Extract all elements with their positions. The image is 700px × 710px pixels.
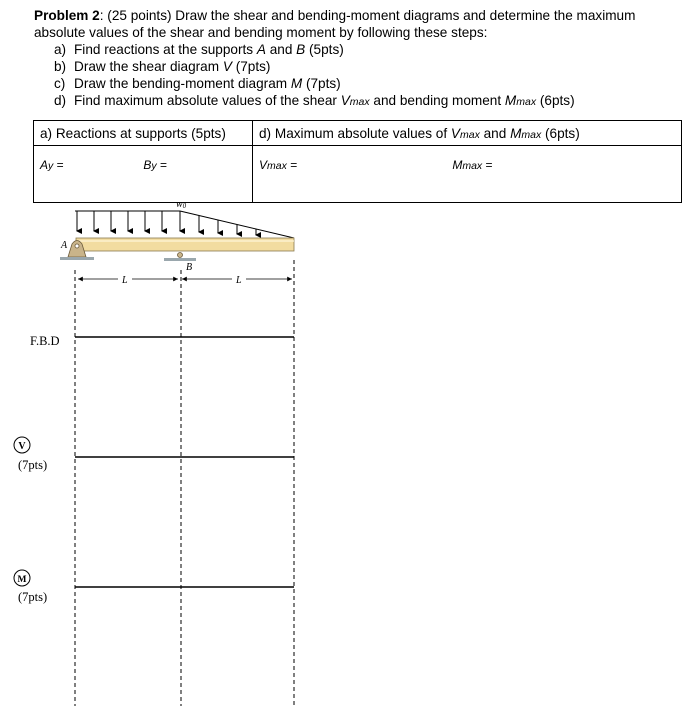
step-d-letter: d) bbox=[54, 93, 67, 108]
ay-label: A bbox=[40, 158, 49, 172]
step-c-italic-m: M bbox=[290, 76, 303, 91]
problem-label: Problem 2 bbox=[34, 8, 100, 23]
reactions-heading: a) Reactions at supports (5pts) bbox=[40, 125, 226, 141]
step-c-text: Draw the bending-moment diagram bbox=[74, 76, 291, 91]
moment-points: (7pts) bbox=[18, 590, 48, 604]
span-right-label: L bbox=[236, 275, 242, 286]
step-b-letter: b) bbox=[54, 59, 67, 74]
load-label-sub: 0 bbox=[182, 202, 187, 210]
by-eq: = bbox=[156, 158, 167, 172]
pin-hole bbox=[75, 244, 79, 248]
max-heading-and: and bbox=[479, 125, 511, 141]
step-a-italic-b: B bbox=[296, 42, 306, 57]
ay-sub: y bbox=[48, 160, 54, 172]
problem-intro: : (25 points) Draw the shear and bending-moment diagrams and determine the maximum absolute values of the shear and bending moment by following these steps: bbox=[34, 8, 636, 40]
mmax-label: M bbox=[452, 158, 463, 172]
step-c-letter: c) bbox=[54, 76, 66, 91]
by-sub: y bbox=[151, 160, 157, 172]
roller-support-b bbox=[164, 253, 196, 274]
step-a-italic-a: A bbox=[256, 42, 266, 57]
step-c-points: (7pts) bbox=[302, 76, 341, 91]
step-b-points: (7pts) bbox=[231, 59, 271, 74]
load-label bbox=[176, 199, 187, 210]
distributed-load bbox=[75, 199, 294, 238]
support-b-label: B bbox=[186, 262, 193, 273]
step-d-sub-vmax: max bbox=[349, 96, 370, 108]
load-label-w: w bbox=[176, 199, 183, 210]
moment-label bbox=[14, 570, 47, 604]
shear-points: (7pts) bbox=[18, 458, 48, 472]
step-b-italic-v: V bbox=[222, 59, 232, 74]
vmax-eq: = bbox=[286, 158, 298, 172]
step-d-italic-v: V bbox=[340, 93, 350, 108]
vmax-sub: max bbox=[267, 160, 287, 172]
support-a-label: A bbox=[61, 240, 68, 251]
mmax-eq: = bbox=[482, 158, 493, 172]
step-a-points: (5pts) bbox=[305, 42, 344, 57]
fbd-label: F.B.D bbox=[30, 334, 60, 348]
max-heading-points: (6pts) bbox=[541, 125, 580, 141]
step-d-mid: and bending moment bbox=[369, 93, 505, 108]
max-values-heading-pre: d) Maximum absolute values of bbox=[259, 125, 451, 141]
mmax-sub: max bbox=[462, 160, 483, 172]
max-heading-vsub: max bbox=[459, 128, 480, 141]
vertical-guides bbox=[75, 260, 294, 706]
span-left-label: L bbox=[122, 275, 128, 286]
step-d-sub-mmax: max bbox=[516, 96, 537, 108]
vmax-label: V bbox=[259, 158, 268, 172]
step-d-points: (6pts) bbox=[536, 93, 575, 108]
ground-a bbox=[60, 257, 94, 260]
max-heading-v: V bbox=[450, 125, 460, 141]
max-heading-m: M bbox=[510, 125, 522, 141]
step-a-mid: and bbox=[265, 42, 297, 57]
diagram-baselines bbox=[75, 337, 294, 587]
ay-eq: = bbox=[53, 158, 64, 172]
max-heading-msub: max bbox=[521, 128, 542, 141]
step-d-italic-m: M bbox=[504, 93, 517, 108]
beam-body bbox=[76, 238, 294, 251]
step-b-text: Draw the shear diagram bbox=[74, 59, 223, 74]
moment-symbol: M bbox=[17, 575, 27, 585]
step-a-letter: a) bbox=[54, 42, 67, 57]
shear-symbol: V bbox=[18, 441, 26, 452]
by-label: B bbox=[143, 158, 152, 172]
step-d-text: Find maximum absolute values of the shear bbox=[74, 93, 341, 108]
step-a-text: Find reactions at the supports bbox=[74, 42, 257, 57]
roller-wheel bbox=[178, 253, 183, 258]
shear-label bbox=[14, 437, 47, 472]
beam bbox=[76, 238, 294, 251]
ground-b bbox=[164, 258, 196, 261]
